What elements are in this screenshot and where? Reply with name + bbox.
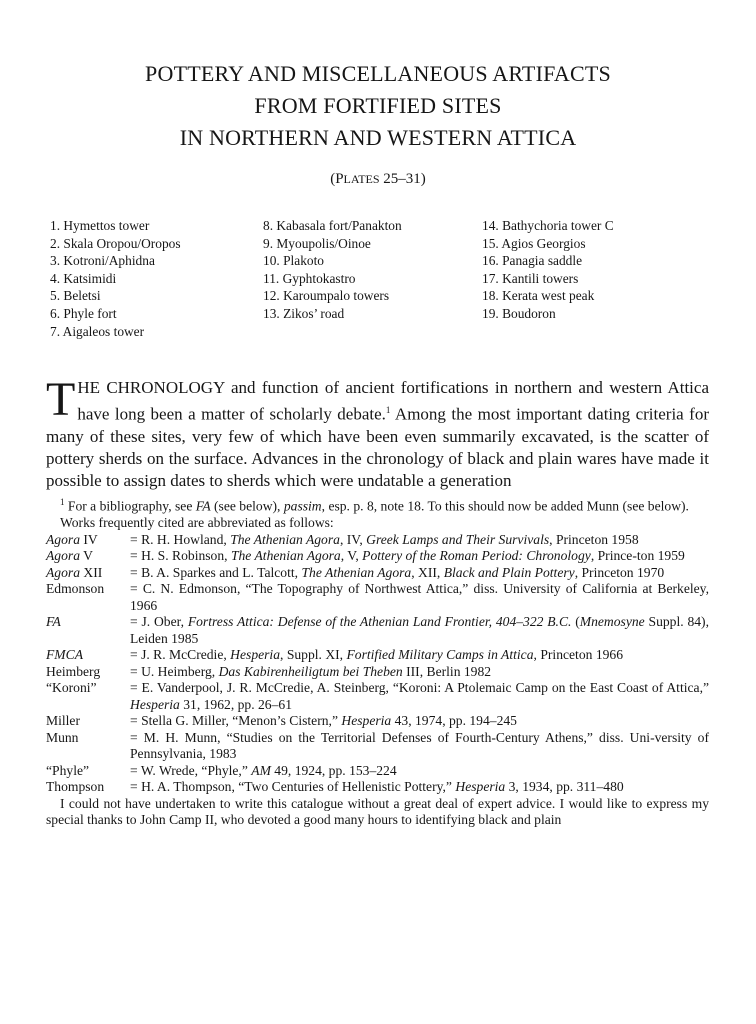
- abbreviation-key: “Phyle”: [46, 762, 90, 778]
- site-list-item: 3. Kotroni/Aphidna: [50, 253, 155, 269]
- site-list-item: 10. Plakoto: [263, 253, 325, 269]
- abbreviation-entry: [46, 532, 709, 549]
- site-list-item: 2. Skala Oropou/Oropos: [50, 235, 181, 251]
- site-list-item: 6. Phyle fort: [50, 305, 117, 321]
- abbreviation-entry: [46, 614, 709, 647]
- abbreviation-reference: = M. H. Munn, “Studies on the Territorial Defenses of Fourth-Century Athens,” diss. Uni-versity of Pennsylvania, 1983: [130, 729, 709, 762]
- drop-cap: T: [46, 373, 76, 426]
- site-list-item: 4. Katsimidi: [50, 270, 117, 286]
- abbreviation-reference: = J. R. McCredie, Hesperia, Suppl. XI, Fortified Military Camps in Attica, Princeton 1966: [130, 647, 624, 663]
- abbreviation-key: Agora IV: [46, 531, 98, 547]
- abbreviation-reference: = R. H. Howland, The Athenian Agora, IV, Greek Lamps and Their Survivals, Princeton 1958: [130, 531, 639, 547]
- site-list-item: 9. Myoupolis/Oinoe: [263, 235, 371, 251]
- abbreviation-key: Agora XII: [46, 564, 103, 580]
- site-list-item: 7. Aigaleos tower: [50, 323, 145, 339]
- site-list-item: 8. Kabasala fort/Panakton: [263, 218, 402, 233]
- footnote: [46, 494, 709, 829]
- abbreviation-reference: = E. Vanderpool, J. R. McCredie, A. Steinberg, “Koroni: A Ptolemaic Camp on the East Coast of Attica,” Hesperia 31, 1962, pp. 26–61: [130, 680, 709, 712]
- abbreviation-reference: = J. Ober, Fortress Attica: Defense of the Athenian Land Frontier, 404–322 B.C. (Mnemosyne Suppl. 84), Leiden 1985: [130, 614, 709, 646]
- site-list-column-1: [50, 217, 181, 340]
- site-list-item: 16. Panagia saddle: [482, 253, 583, 269]
- abbreviation-key: Agora V: [46, 548, 93, 564]
- site-list-item: 13. Zikos’ road: [263, 305, 345, 321]
- abbreviation-entry: [46, 565, 709, 582]
- site-list-item: 11. Gyphtokastro: [263, 270, 356, 286]
- title-line: POTTERY AND MISCELLANEOUS ARTIFACTS: [145, 61, 611, 86]
- title-line: FROM FORTIFIED SITES: [254, 93, 502, 118]
- site-list-item: 17. Kantili towers: [482, 270, 579, 286]
- abbreviation-key: Edmonson: [46, 581, 105, 597]
- abbreviation-entry: [46, 680, 709, 713]
- footnote-marker: 1: [385, 405, 391, 415]
- intro-paragraph: THE CHRONOLOGY and function of ancient fortifications in northern and western Attica have long been a matter of scholarly debate.$^1$ Among the most important dating criteria for many of these sites, very few of which have been even summarily excavated, is the scatter of pottery sherds on the surface. Advances in the chronology of black and plain wares have made it possible to assign dates to sherds which were undatable a generation: [46, 373, 709, 490]
- abbreviation-key: Heimberg: [46, 663, 101, 679]
- abbreviation-key: FA: [46, 614, 61, 630]
- abbreviation-key: “Koroni”: [46, 680, 97, 696]
- abbreviation-key: Miller: [46, 713, 80, 729]
- abbreviation-reference: = Stella G. Miller, “Menon’s Cistern,” Hesperia 43, 1974, pp. 194–245: [130, 713, 517, 729]
- works-cited-intro: Works frequently cited are abbreviated as follows:: [60, 515, 334, 531]
- site-list-item: 12. Karoumpalo towers: [263, 288, 390, 304]
- abbreviation-reference: = U. Heimberg, Das Kabirenheiligtum bei Theben III, Berlin 1982: [130, 663, 492, 679]
- abbreviation-reference: = H. A. Thompson, “Two Centuries of Hellenistic Pottery,” Hesperia 3, 1934, pp. 311–480: [130, 779, 624, 795]
- abbreviation-key: FMCA: [46, 647, 83, 663]
- plates-reference: (PLATES 25–31): [330, 171, 426, 187]
- abbreviation-list: [46, 532, 709, 796]
- abbreviation-entry: [46, 581, 709, 614]
- abbreviation-entry: [46, 779, 709, 796]
- abbreviation-entry: [46, 548, 709, 565]
- site-list-column-3: [482, 217, 614, 323]
- site-list-item: 15. Agios Georgios: [482, 235, 586, 251]
- abbreviation-key: Thompson: [46, 779, 105, 795]
- title-line: IN NORTHERN AND WESTERN ATTICA: [179, 125, 577, 150]
- abbreviation-entry: [46, 647, 709, 664]
- site-list-item: 19. Boudoron: [482, 305, 556, 321]
- acknowledgement-paragraph: I could not have undertaken to write this catalogue without a great deal of expert advice. I would like to express my special thanks to John Camp II, who devoted a good many hours to identifying black and plain: [46, 795, 709, 828]
- footnote-bibliography: $^1$ For a bibliography, see FA (see below), passim, esp. p. 8, note 18. To this should now be added Munn (see below).: [60, 497, 689, 514]
- abbreviation-reference: = H. S. Robinson, The Athenian Agora, V, Pottery of the Roman Period: Chronology, Prince-ton 1959: [130, 548, 685, 564]
- abbreviation-entry: [46, 664, 709, 681]
- site-list-item: 5. Beletsi: [50, 288, 101, 304]
- abbreviation-key: Munn: [46, 729, 79, 745]
- abbreviation-entry: [46, 763, 709, 780]
- abbreviation-reference: = W. Wrede, “Phyle,” AM 49, 1924, pp. 153–224: [130, 762, 397, 778]
- site-list-item: 18. Kerata west peak: [482, 288, 595, 304]
- abbreviation-entry: [46, 713, 709, 730]
- site-list-column-2: [263, 217, 402, 323]
- abbreviation-entry: [46, 730, 709, 763]
- abbreviation-reference: = B. A. Sparkes and L. Talcott, The Athenian Agora, XII, Black and Plain Pottery, Princeton 1970: [130, 564, 665, 580]
- site-list-item: 14. Bathychoria tower C: [482, 218, 614, 233]
- site-list-item: 1. Hymettos tower: [50, 218, 150, 233]
- article-title: [0, 58, 756, 154]
- abbreviation-reference: = C. N. Edmonson, “The Topography of Northwest Attica,” diss. University of California at Berkeley, 1966: [130, 581, 709, 613]
